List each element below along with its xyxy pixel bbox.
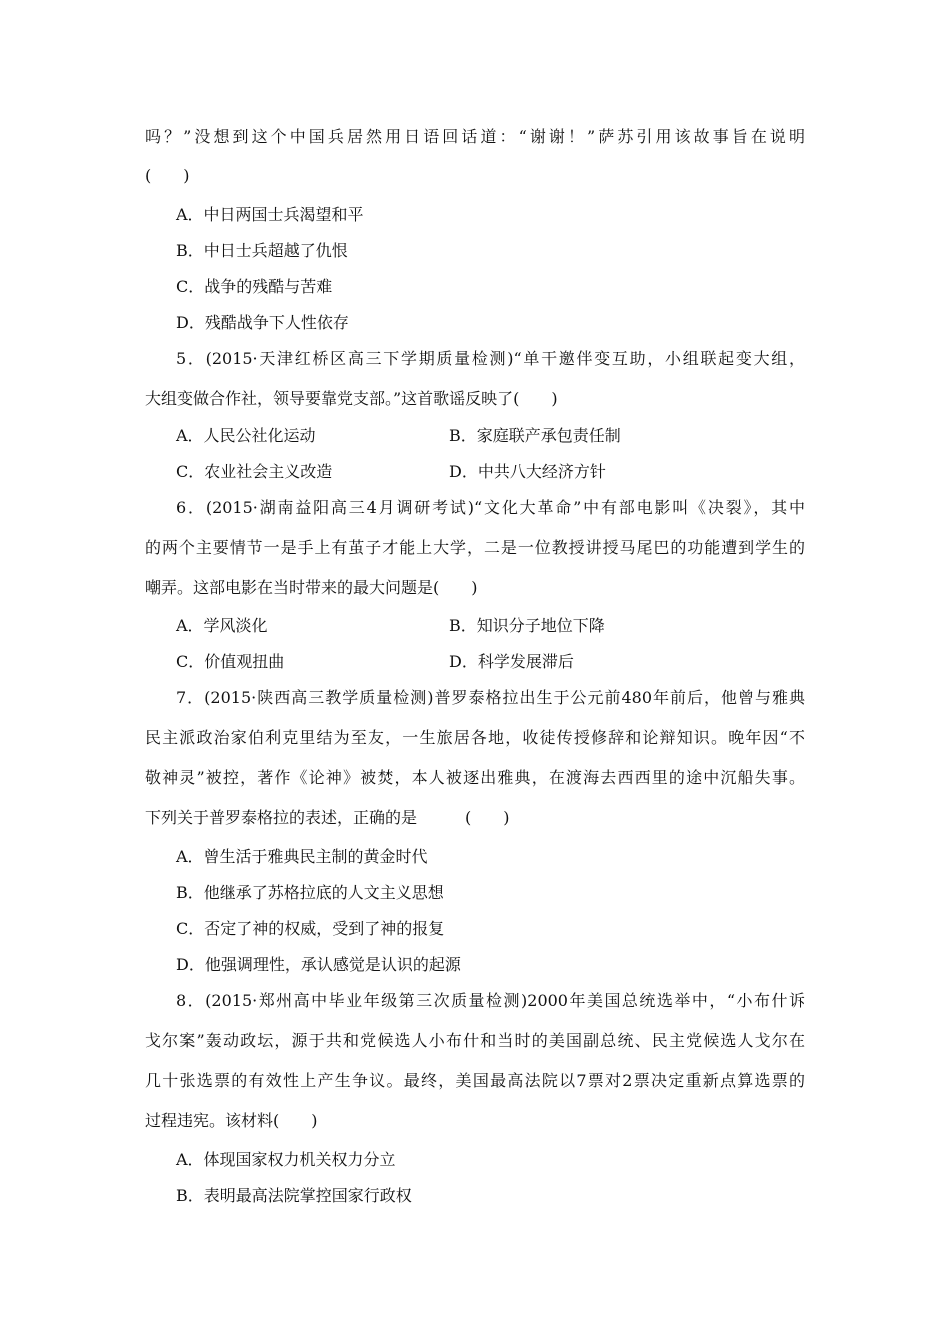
- q8-stem-line-3: 几十张选票的有效性上产生争议。最终，美国最高法院以7票对2票决定重新点算选票的: [145, 1071, 805, 1090]
- q4-option-d: D．残酷战争下人性依存: [176, 313, 349, 332]
- q7-option-b: B．他继承了苏格拉底的人文主义思想: [176, 883, 444, 902]
- q5-option-a: A．人民公社化运动: [176, 426, 316, 445]
- q7-stem-line-4: 下列关于普罗泰格拉的表述，正确的是 ( ): [145, 808, 510, 827]
- q8-stem-line-1: 8．(2015·郑州高中毕业年级第三次质量检测)2000年美国总统选举中，“小布什诉: [176, 991, 805, 1010]
- q6-option-b: B．知识分子地位下降: [449, 616, 605, 635]
- q8-option-a: A．体现国家权力机关权力分立: [176, 1150, 396, 1169]
- q7-stem-line-1: 7．(2015·陕西高三教学质量检测)普罗泰格拉出生于公元前480年前后，他曾与雅典: [176, 688, 805, 707]
- q4-answer-bracket: ( ): [145, 166, 190, 185]
- q4-option-c: C．战争的残酷与苦难: [176, 277, 333, 296]
- q4-option-b: B．中日士兵超越了仇恨: [176, 241, 348, 260]
- q5-option-c: C．农业社会主义改造: [176, 462, 333, 481]
- q7-option-a: A．曾生活于雅典民主制的黄金时代: [176, 847, 428, 866]
- q4-stem-line-1: 吗？”没想到这个中国兵居然用日语回话道：“谢谢！”萨苏引用该故事旨在说明: [145, 127, 805, 146]
- q4-option-a: A．中日两国士兵渴望和平: [176, 205, 364, 224]
- q6-stem-line-1: 6．(2015·湖南益阳高三4月调研考试)“文化大革命”中有部电影叫《决裂》，其中: [176, 498, 805, 517]
- q6-option-d: D．科学发展滞后: [449, 652, 574, 671]
- q5-option-b: B．家庭联产承包责任制: [449, 426, 621, 445]
- q7-stem-line-3: 敬神灵”被控，著作《论神》被焚，本人被逐出雅典，在渡海去西西里的途中沉船失事。: [145, 768, 805, 787]
- q6-stem-line-2: 的两个主要情节一是手上有茧子才能上大学，二是一位教授讲授马尾巴的功能遭到学生的: [145, 538, 805, 557]
- q5-stem-line-1: 5．(2015·天津红桥区高三下学期质量检测)“单干邀伴变互助，小组联起变大组，: [176, 349, 805, 368]
- q7-option-c: C．否定了神的权威，受到了神的报复: [176, 919, 445, 938]
- q8-stem-line-2: 戈尔案”轰动政坛，源于共和党候选人小布什和当时的美国副总统、民主党候选人戈尔在: [145, 1031, 805, 1050]
- q8-stem-line-4: 过程违宪。该材料( ): [145, 1111, 318, 1130]
- q5-option-d: D．中共八大经济方针: [449, 462, 606, 481]
- q7-stem-line-2: 民主派政治家伯利克里结为至友，一生旅居各地，收徒传授修辞和论辩知识。晚年因“不: [145, 728, 805, 747]
- q8-option-b: B．表明最高法院掌控国家行政权: [176, 1186, 412, 1205]
- q7-option-d: D．他强调理性，承认感觉是认识的起源: [176, 955, 461, 974]
- q5-stem-line-2: 大组变做合作社，领导要靠党支部。”这首歌谣反映了( ): [145, 389, 558, 408]
- q6-option-c: C．价值观扭曲: [176, 652, 285, 671]
- q6-option-a: A．学风淡化: [176, 616, 268, 635]
- q6-stem-line-3: 嘲弄。这部电影在当时带来的最大问题是( ): [145, 578, 478, 597]
